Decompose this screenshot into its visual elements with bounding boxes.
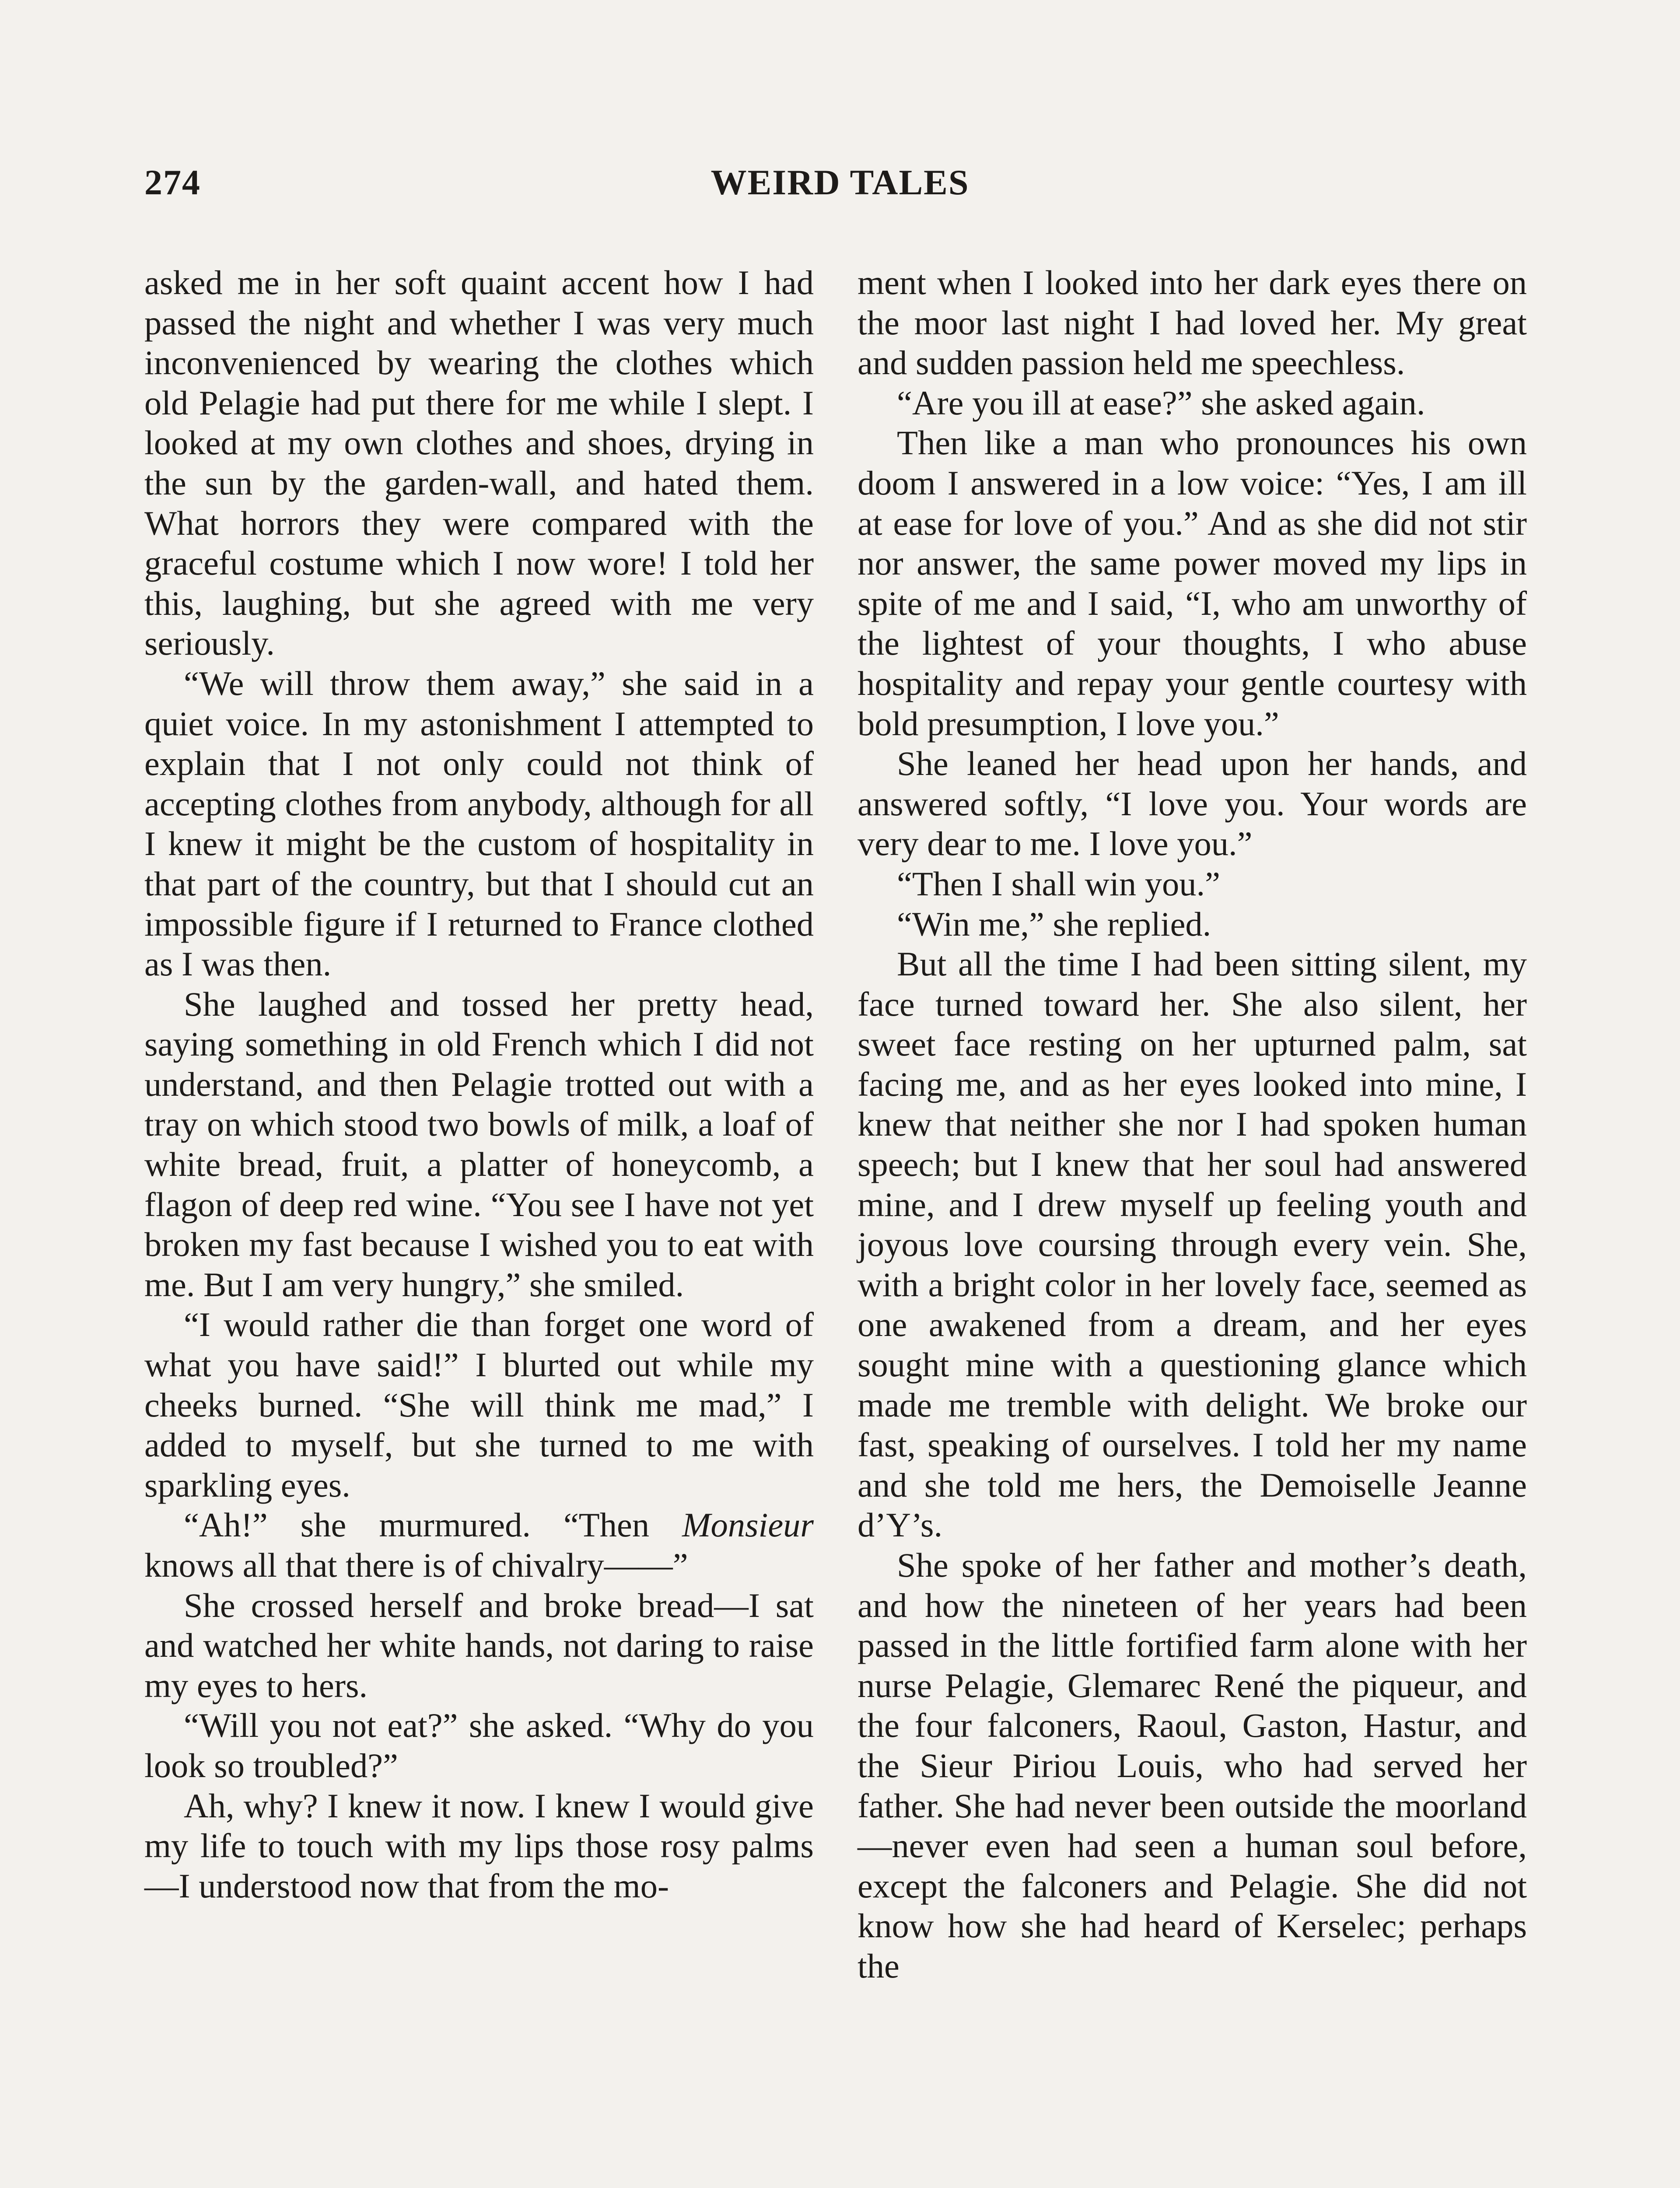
- paragraph: Then like a man who pronounces his own doom I answered in a low voice: “Yes, I am ill at ease for love of you.” And as she did not stir nor answer, the same power moved my lips in spite of me and I said, “I, who am unworthy of the lightest of your thoughts, I who abuse hospitality and repay your gentle courtesy with bold presumption, I love you.”: [858, 424, 1527, 743]
- paragraph: She laughed and tossed her pretty head, saying something in old French which I did not understand, and then Pelagie trotted out with a tray on which stood two bowls of milk, a loaf of white bread, fruit, a platter of honeycomb, a flagon of deep red wine. “You see I have not yet broken my fast because I wished you to eat with me. But I am very hungry,” she smiled.: [144, 985, 814, 1304]
- paragraph: [144, 1505, 814, 1585]
- paragraph: She spoke of her father and mother’s death, and how the nineteen of her years had been passed in the little fortified farm alone with her nurse Pelagie, Glemarec René the piqueur, and the four falconers, Raoul, Gaston, Hastur, and the Sieur Piriou Louis, who had served her father. She had never been outside the moorland—never even had seen a human soul before, except the falconers and Pelagie. She did not know how she had heard of Kerselec; perhaps the: [858, 1546, 1527, 1985]
- paragraph: “I would rather die than forget one word of what you have said!” I blurted out while my cheeks burned. “She will think me mad,” I added to myself, but she turned to me with sparkling eyes.: [144, 1305, 814, 1504]
- left-column: [144, 263, 814, 1906]
- paragraph: Ah, why? I knew it now. I knew I would give my life to touch with my lips those rosy palms—I understood now that from the mo-: [144, 1786, 814, 1905]
- paragraph: asked me in her soft quaint accent how I had passed the night and whether I was very much inconvenienced by wearing the clothes which old Pelagie had put there for me while I slept. I looked at my own clothes and shoes, drying in the sun by the garden-wall, and hated them. What horrors they were compared with the graceful costume which I now wore! I told her this, laughing, but she agreed with me very seriously.: [144, 263, 814, 663]
- paragraph: “Are you ill at ease?” she asked again.: [897, 383, 1425, 422]
- paragraph: “Then I shall win you.”: [897, 864, 1221, 903]
- paragraph-text: “Ah!” she murmured. “Then: [184, 1506, 682, 1544]
- paragraph: “Will you not eat?” she asked. “Why do you look so troubled?”: [144, 1706, 814, 1785]
- running-title: WEIRD TALES: [710, 162, 970, 202]
- italic-word: Monsieur: [682, 1506, 814, 1544]
- paragraph: She crossed herself and broke bread—I sat and watched her white hands, not daring to raise my eyes to hers.: [144, 1586, 814, 1704]
- paragraph-text: knows all that there is of chivalry——”: [144, 1546, 688, 1584]
- paragraph: ment when I looked into her dark eyes there on the moor last night I had loved her. My great and sudden passion held me speechless.: [858, 263, 1527, 382]
- running-head: [144, 162, 1536, 210]
- paragraph: She leaned her head upon her hands, and answered softly, “I love you. Your words are very dear to me. I love you.”: [858, 744, 1527, 863]
- page-number: 274: [144, 162, 201, 202]
- paragraph: “Win me,” she replied.: [897, 905, 1211, 943]
- paragraph: But all the time I had been sitting silent, my face turned toward her. She also silent, her sweet face resting on her upturned palm, sat facing me, and as her eyes looked into mine, I knew that neither she nor I had spoken human speech; but I knew that her soul had answered mine, and I drew myself up feeling youth and joyous love coursing through every vein. She, with a bright color in her lovely face, seemed as one awakened from a dream, and her eyes sought mine with a questioning glance which made me tremble with delight. We broke our fast, speaking of ourselves. I told her my name and she told me hers, the Demoiselle Jeanne d’Y’s.: [858, 945, 1527, 1544]
- right-column: [858, 263, 1527, 1986]
- paragraph: “We will throw them away,” she said in a quiet voice. In my astonishment I attempted to explain that I not only could not think of accepting clothes from anybody, although for all I knew it might be the custom of hospitality in that part of the country, but that I should cut an impossible figure if I returned to France clothed as I was then.: [144, 664, 814, 983]
